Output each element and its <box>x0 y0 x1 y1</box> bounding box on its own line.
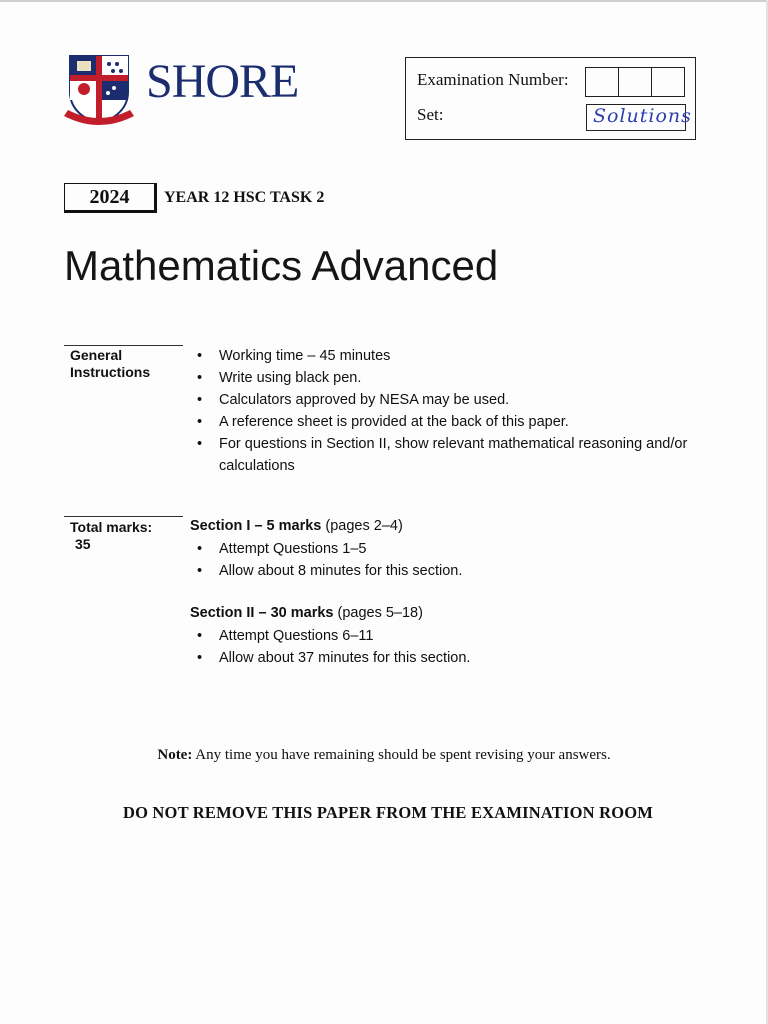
total-marks-label: Total marks: <box>70 519 153 535</box>
list-item: • For questions in Section II, show relevant mathematical reasoning and/or calculations <box>190 433 690 477</box>
list-item: • A reference sheet is provided at the back of this paper. <box>190 411 690 433</box>
examination-number-label: Examination Number: <box>417 70 569 89</box>
exam-number-cell[interactable] <box>585 67 619 97</box>
year-box: 2024 <box>64 183 157 213</box>
general-rule <box>64 345 183 346</box>
task-title: YEAR 12 HSC TASK 2 <box>164 189 325 206</box>
section-1-list <box>190 538 690 582</box>
list-item: • Working time – 45 minutes <box>190 345 690 367</box>
examination-number-box <box>405 57 696 140</box>
total-rule <box>64 516 183 517</box>
list-item: • Write using black pen. <box>190 367 690 389</box>
page-top-edge <box>0 0 768 2</box>
section-1-heading: Section I – 5 marks (pages 2–4) <box>190 518 403 534</box>
exam-room-warning: DO NOT REMOVE THIS PAPER FROM THE EXAMINATION ROOM <box>122 803 654 822</box>
exam-number-cell[interactable] <box>651 67 685 97</box>
set-value-handwritten: Solutions <box>593 105 692 127</box>
section-2-list <box>190 625 690 669</box>
note <box>0 747 768 764</box>
exam-number-cell[interactable] <box>618 67 652 97</box>
school-crest-icon <box>64 52 134 128</box>
section-2-heading: Section II – 30 marks (pages 5–18) <box>190 605 423 621</box>
list-item: • Attempt Questions 6–11 <box>190 625 690 647</box>
list-item: • Attempt Questions 1–5 <box>190 538 690 560</box>
total-marks-value: 35 <box>75 536 91 552</box>
list-item: • Allow about 37 minutes for this section. <box>190 647 690 669</box>
examination-number-cells <box>586 67 685 97</box>
general-instructions-label: General Instructions <box>70 347 151 380</box>
set-field[interactable] <box>586 104 692 131</box>
note-label: Note: <box>157 747 193 763</box>
note-text: Any time you have remaining should be spent revising your answers. <box>195 747 611 763</box>
set-label: Set: <box>417 105 444 124</box>
page-title: Mathematics Advanced <box>64 242 499 289</box>
school-name: SHORE <box>146 55 299 108</box>
list-item: • Calculators approved by NESA may be used. <box>190 389 690 411</box>
general-instructions-list <box>190 345 690 477</box>
list-item: • Allow about 8 minutes for this section. <box>190 560 690 582</box>
